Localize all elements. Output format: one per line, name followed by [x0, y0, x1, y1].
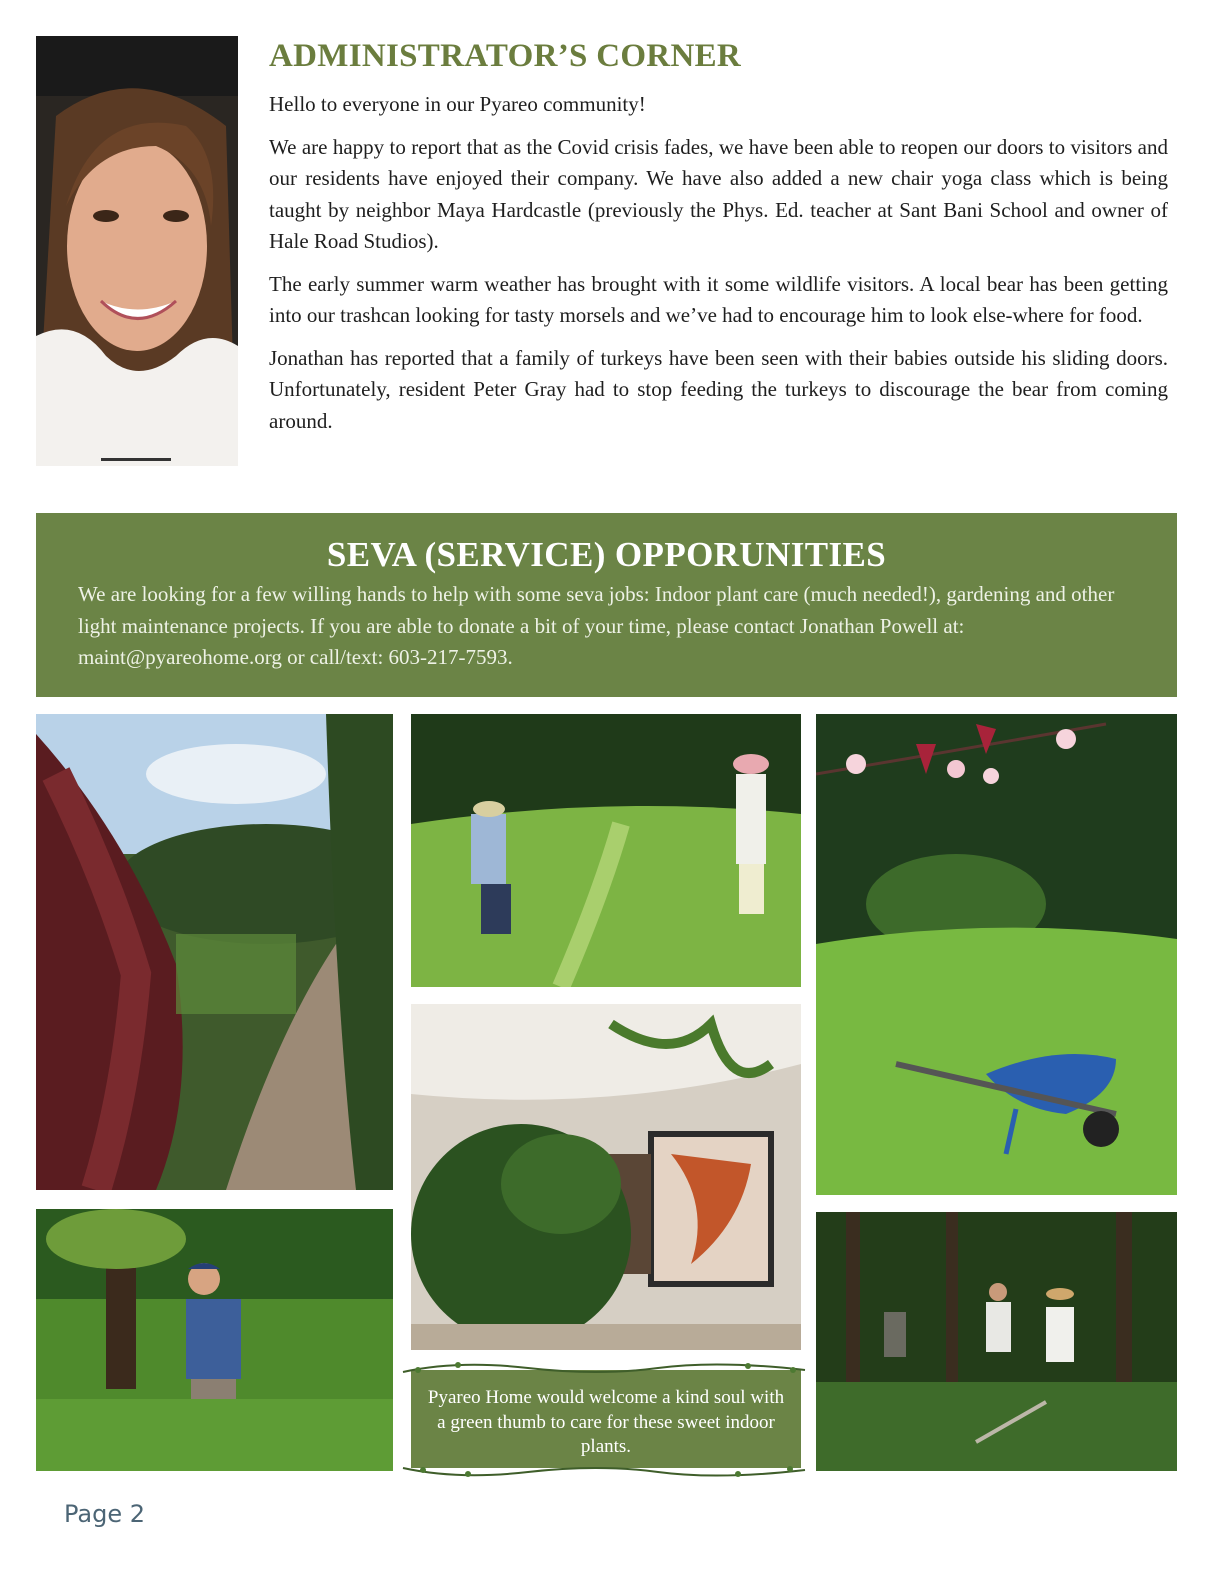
vine-ornament-top: [398, 1360, 810, 1380]
administrator-portrait: [36, 36, 238, 466]
administrator-corner-title: ADMINISTRATOR’S CORNER: [269, 38, 742, 74]
woodland-workers-photo: [816, 1212, 1177, 1471]
garden-path-photo: [36, 714, 393, 1190]
page-number: Page 2: [64, 1500, 145, 1528]
meadow-workers-photo: [411, 714, 801, 987]
caption-box: [411, 1370, 801, 1468]
admin-paragraph: We are happy to report that as the Covid crisis fades, we have been able to reopen our doors to visitors and our residents have enjoyed their company. We have also added a new chair yoga class which is being taught by neighbor Maya Hardcastle (previously the Phys. Ed. teacher at Sant Bani School and owner of Hale Road Studios).: [269, 134, 1168, 253]
seva-body: We are looking for a few willing hands to help with some seva jobs: Indoor plant care (much needed!), gardening and other light maintenance projects. If you are able to donate a bit of your time, please contact Jonathan Powell at: maint@pyareohome.org or call/text: 603-217-7593.: [78, 582, 1115, 669]
admin-paragraph: Jonathan has reported that a family of turkeys have been seen with their babies outside his sliding doors. Unfortunately, resident Peter Gray had to stop feeding the turkeys to discourage the bear from coming around.: [269, 345, 1168, 433]
administrator-corner: [269, 38, 1168, 448]
man-weeding-photo: [36, 1209, 393, 1471]
seva-banner: [36, 513, 1177, 697]
admin-paragraph: The early summer warm weather has brought with it some wildlife visitors. A local bear has been getting into our trashcan looking for tasty morsels and we’ve had to encourage him to look else-where for food.: [269, 271, 1168, 327]
admin-paragraph: Hello to everyone in our Pyareo community!: [269, 92, 646, 116]
wheelbarrow-meadow-photo: [816, 714, 1177, 1195]
seva-title: SEVA (SERVICE) OPPORUNITIES: [326, 535, 887, 574]
caption-text: Pyareo Home would welcome a kind soul with a green thumb to care for these sweet indoor plants.: [427, 1387, 785, 1457]
indoor-plants-photo: [411, 1004, 801, 1350]
vine-ornament-bottom: [398, 1460, 810, 1480]
